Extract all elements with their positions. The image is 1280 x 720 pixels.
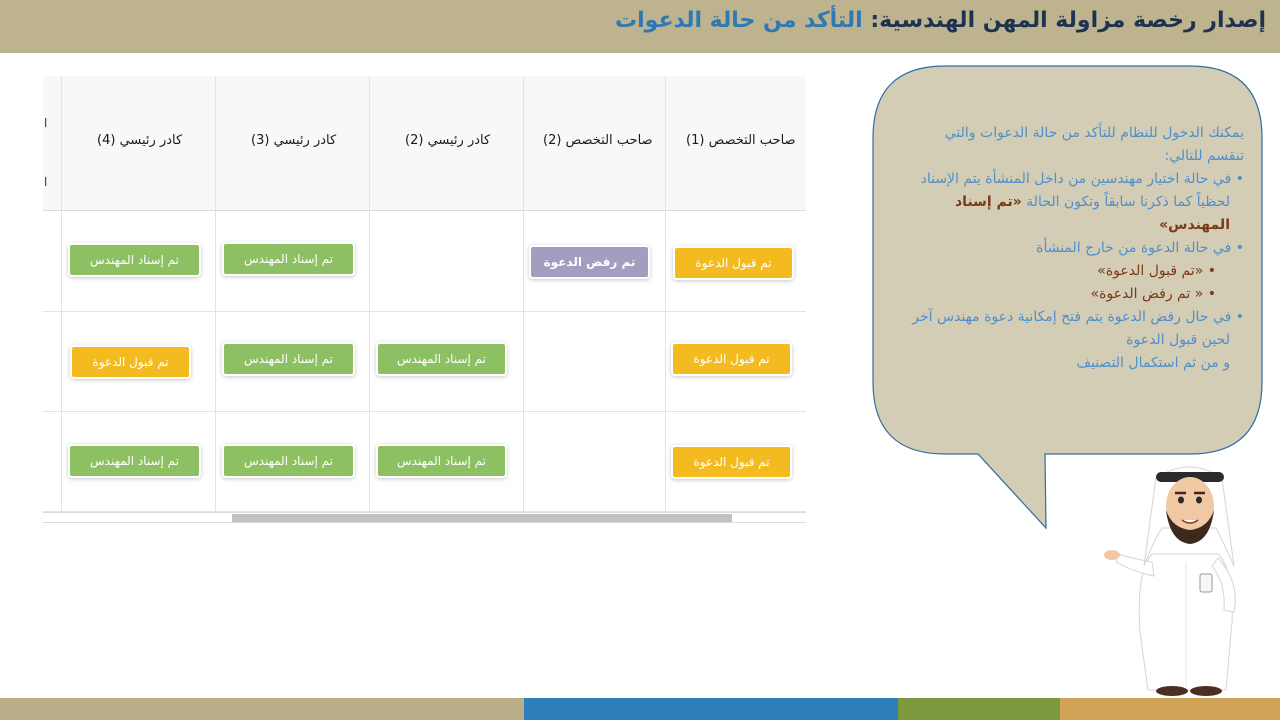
sub-bullet-accepted: • «تم قبول الدعوة» [1097, 263, 1216, 279]
bullet-rejection-cont: لحين قبول الدعوة [1126, 332, 1230, 348]
bullet-internal: • في حالة اختيار مهندسين من داخل المنشأة يتم الإسناد [920, 171, 1244, 187]
status-badge-assigned[interactable]: تم إسناد المهندس [378, 446, 505, 476]
footer-bar-segment [0, 698, 524, 720]
horizontal-scrollbar[interactable] [43, 512, 806, 523]
bullet-text: في حالة اختيار مهندسين من داخل المنشأة يتم الإسناد [920, 171, 1232, 187]
bullet-text: في حال رفض الدعوة يتم فتح إمكانية دعوة مهندس آخر [912, 309, 1232, 325]
bullet-rejection: • في حال رفض الدعوة يتم فتح إمكانية دعوة مهندس آخر [912, 309, 1244, 325]
status-badge-assigned[interactable]: تم إسناد المهندس [70, 446, 199, 476]
presenter-character-icon [1100, 462, 1260, 698]
column-header-staff-3: كادر رئيسي (3) [251, 133, 337, 148]
bullet-external: • في حالة الدعوة من خارج المنشأة [1036, 240, 1244, 256]
column-divider [61, 76, 62, 511]
status-badge-assigned[interactable]: تم إسناد المهندس [378, 344, 505, 374]
status-assigned-text: «تم إسناد [954, 194, 1022, 210]
title-main: إصدار رخصة مزاولة المهن الهندسية: [870, 8, 1266, 33]
status-badge-assigned[interactable]: تم إسناد المهندس [224, 244, 353, 274]
column-divider [215, 76, 216, 511]
column-divider [665, 76, 666, 511]
status-rejected-text: « تم رفض الدعوة» [1090, 286, 1204, 302]
footer-bar-segment [898, 698, 1060, 720]
clipped-column-text: ا [44, 175, 48, 189]
sub-bullet-rejected: • « تم رفض الدعوة» [1090, 286, 1216, 302]
column-divider [369, 76, 370, 511]
bullet-internal-cont [888, 191, 1244, 214]
status-badge-accepted[interactable]: تم قبول الدعوة [673, 447, 790, 477]
status-badge-assigned[interactable]: تم إسناد المهندس [70, 245, 199, 275]
footer-bar-segment [524, 698, 898, 720]
title-accent: التأكد من حالة الدعوات [615, 8, 863, 33]
bubble-intro: تنقسم للتالي: [1164, 148, 1244, 164]
column-header-specialist-2: صاحب التخصص (2) [543, 133, 653, 148]
bullet-text: لحظياً كما ذكرنا سابقاً وتكون الحالة [1026, 194, 1230, 210]
status-assigned-text: المهندس» [1159, 217, 1230, 233]
footer-bar-segment [1060, 698, 1280, 720]
bullet-rejection-cont: و من ثم استكمال التصنيف [1076, 355, 1230, 371]
status-badge-accepted[interactable]: تم قبول الدعوة [675, 248, 792, 278]
row-divider [43, 311, 806, 312]
status-badge-rejected[interactable]: تم رفض الدعوة [531, 247, 648, 277]
status-badge-accepted[interactable]: تم قبول الدعوة [72, 347, 189, 377]
bullet-text: في حالة الدعوة من خارج المنشأة [1036, 240, 1232, 256]
scrollbar-thumb[interactable] [232, 514, 732, 522]
column-header-staff-2: كادر رئيسي (2) [405, 133, 491, 148]
header-bar [0, 0, 1280, 53]
status-badge-assigned[interactable]: تم إسناد المهندس [224, 344, 353, 374]
row-divider [43, 411, 806, 412]
status-accepted-text: «تم قبول الدعوة» [1097, 263, 1204, 279]
page-title [615, 8, 1266, 33]
clipped-column-text: ا [44, 116, 48, 130]
bubble-text [888, 122, 1244, 375]
column-divider [523, 76, 524, 511]
status-badge-assigned[interactable]: تم إسناد المهندس [224, 446, 353, 476]
status-badge-accepted[interactable]: تم قبول الدعوة [673, 344, 790, 374]
column-header-staff-4: كادر رئيسي (4) [97, 133, 183, 148]
invitations-table [43, 76, 806, 523]
column-header-specialist-1: صاحب التخصص (1) [686, 133, 796, 148]
bubble-intro: يمكنك الدخول للنظام للتأكد من حالة الدعوات والتي [944, 125, 1244, 141]
